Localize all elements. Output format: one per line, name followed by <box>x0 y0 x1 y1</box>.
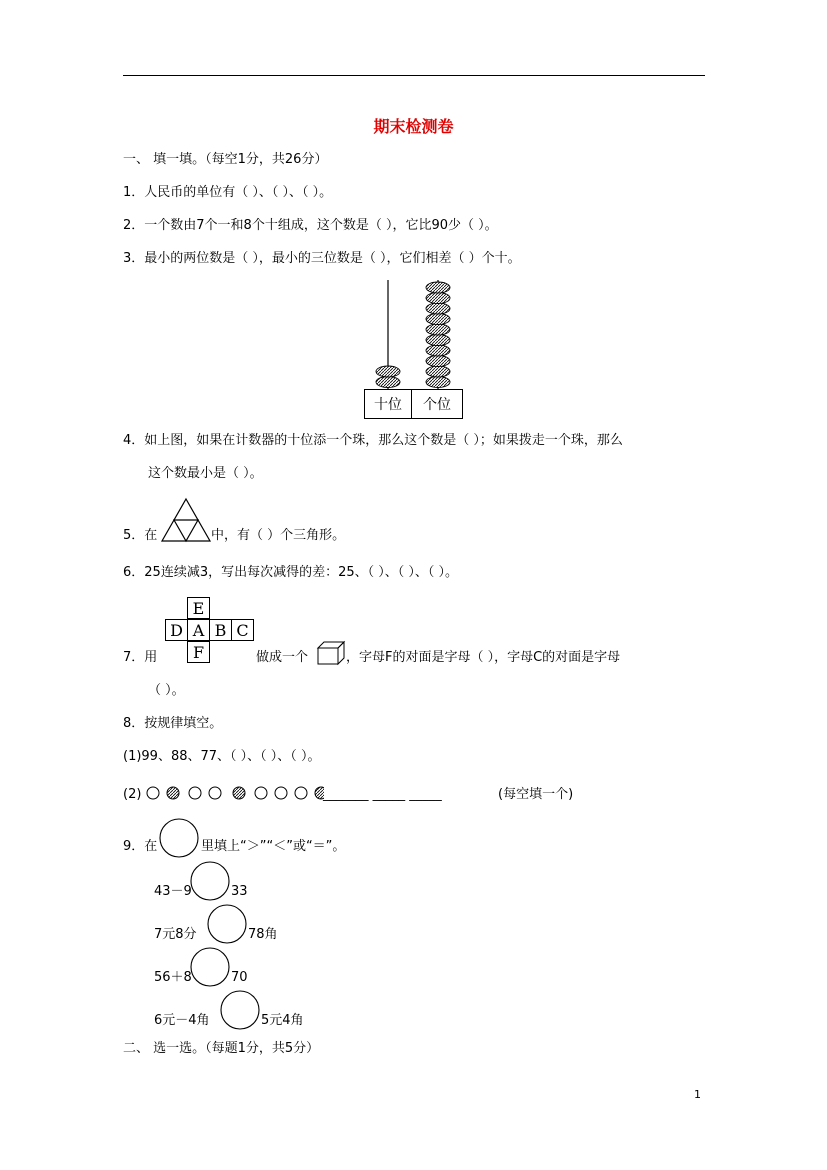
answer-circle-icon <box>158 817 200 859</box>
question-8-heading: 8．按规律填空。 <box>123 716 223 731</box>
circle-pattern <box>146 784 324 802</box>
q9-item-1-circle[interactable] <box>189 860 231 902</box>
net-letter-b: B <box>209 619 232 641</box>
ones-bead <box>426 314 450 325</box>
q9-item-3-circle[interactable] <box>189 946 231 988</box>
ones-bead <box>426 303 450 314</box>
ones-beads <box>426 282 450 388</box>
q9-item-2-circle[interactable] <box>206 903 248 945</box>
q9-item-1-left: 43－9 <box>154 884 192 899</box>
q9-item-4-right: 5元4角 <box>261 1013 304 1028</box>
q9-item-2-right: 78角 <box>248 927 278 942</box>
question-5-prefix: 5．在 <box>123 528 158 543</box>
question-4-line1: 4．如上图，如果在计数器的十位添一个珠，那么这个数是（ ）；如果拨走一个珠，那么 <box>123 433 623 448</box>
net-letter-bottom: F <box>187 641 210 663</box>
question-4-line2: 这个数最小是（ ）。 <box>148 466 263 481</box>
question-9-suffix: 里填上“＞”“＜”或“＝”。 <box>201 839 346 854</box>
section2-heading: 二、 选一选。（每题1分，共5分） <box>123 1041 320 1056</box>
filled-circle-icon <box>167 787 179 799</box>
tens-bead <box>376 366 400 377</box>
header-rule <box>123 75 705 76</box>
empty-circle-icon <box>209 787 221 799</box>
question-8-blanks: _______ _____ _____ <box>323 787 442 802</box>
empty-circle-icon <box>189 787 201 799</box>
net-letter-top: E <box>187 597 210 619</box>
page-number: 1 <box>694 1088 701 1101</box>
ones-bead <box>426 356 450 367</box>
question-7-line2: （ ）。 <box>148 683 185 698</box>
q9-item-2-left: 7元8分 <box>154 927 197 942</box>
abacus-tens-label: 十位 <box>364 389 412 419</box>
net-letter-c: C <box>231 619 254 641</box>
ones-bead <box>426 324 450 335</box>
q9-item-3-right: 70 <box>231 970 248 985</box>
question-1: 1．人民币的单位有（ ）、（ ）、（ ）。 <box>123 185 333 200</box>
ones-bead <box>426 335 450 346</box>
empty-circle-icon <box>295 787 307 799</box>
abacus-figure <box>360 278 470 390</box>
net-letter-d: D <box>165 619 188 641</box>
q9-item-4-left: 6元－4角 <box>154 1013 210 1028</box>
q9-item-3-left: 56＋8 <box>154 970 192 985</box>
question-7-suffix: ，字母F的对面是字母（ ），字母C的对面是字母 <box>346 650 621 665</box>
question-7-prefix: 7．用 <box>123 650 158 665</box>
question-2: 2．一个数由7个一和8个十组成，这个数是（ ），它比90少（ ）。 <box>123 218 498 233</box>
page-title: 期末检测卷 <box>373 117 454 136</box>
filled-circle-icon <box>233 787 245 799</box>
tens-bead <box>376 377 400 388</box>
abacus-ones-label: 个位 <box>411 389 463 419</box>
ones-bead <box>426 282 450 293</box>
ones-bead <box>426 377 450 388</box>
question-6: 6．25连续减3，写出每次减得的差：25、（ ）、（ ）、（ ）。 <box>123 565 459 580</box>
q9-item-4-circle[interactable] <box>219 989 261 1031</box>
triangle-figure-icon <box>160 497 212 543</box>
question-5-suffix: 中，有（ ）个三角形。 <box>211 528 346 543</box>
ones-bead <box>426 345 450 356</box>
question-3: 3．最小的两位数是（ ），最小的三位数是（ ），它们相差（ ）个十。 <box>123 251 521 266</box>
net-letter-a: A <box>187 619 210 641</box>
section1-heading: 一、 填一填。（每空1分，共26分） <box>123 152 328 167</box>
question-7-middle: 做成一个 <box>256 650 309 665</box>
tens-beads <box>376 366 400 388</box>
empty-circle-icon <box>275 787 287 799</box>
question-8-part1: (1)99、88、77、（ ）、（ ）、（ ）。 <box>123 749 321 764</box>
question-9-prefix: 9．在 <box>123 839 158 854</box>
ones-bead <box>426 366 450 377</box>
empty-circle-icon <box>147 787 159 799</box>
q9-item-1-right: 33 <box>231 884 248 899</box>
empty-circle-icon <box>255 787 267 799</box>
cube-icon <box>316 640 346 666</box>
question-8-part2-prefix: (2) <box>123 787 142 802</box>
question-8-note: (每空填一个) <box>498 787 574 802</box>
ones-bead <box>426 293 450 304</box>
